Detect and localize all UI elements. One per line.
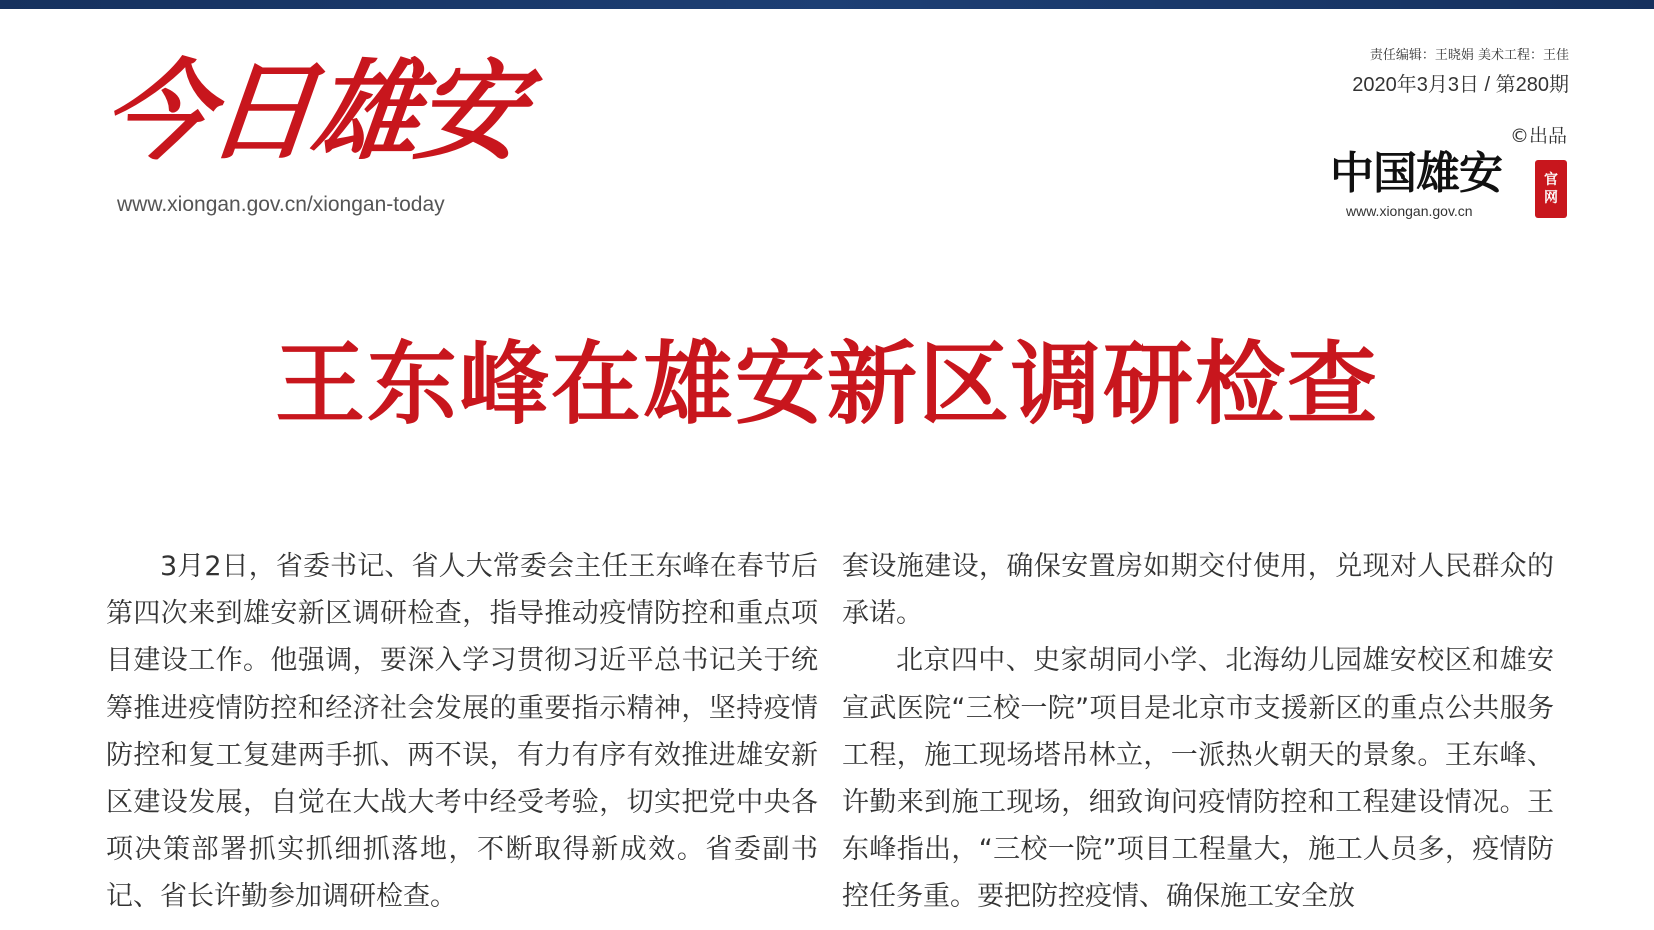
- article-paragraph: 套设施建设，确保安置房如期交付使用，兑现对人民群众的承诺。: [842, 551, 1554, 630]
- masthead-logo: 今日雄安: [97, 49, 527, 175]
- article-column-right: [842, 543, 1554, 921]
- masthead-url[interactable]: www.xiongan.gov.cn/xiongan-today: [117, 193, 445, 216]
- top-banner-bar: [0, 0, 1654, 9]
- article-paragraph: 3月2日，省委书记、省人大常委会主任王东峰在春节后第四次来到雄安新区调研检查，指导推动疫情防控和重点项目建设工作。他强调，要深入学习贯彻习近平总书记关于统筹推进疫情防控和经济社会发展的重要指示精神，坚持疫情防控和复工复建两手抓、两不误，有力有序有效推进雄安新区建设发展，自觉在大战大考中经受考验，切实把党中央各项决策部署抓实抓细抓落地，不断取得新成效。省委副书记、省长许勤参加调研检查。: [106, 551, 818, 913]
- brand-url[interactable]: www.xiongan.gov.cn: [1346, 203, 1473, 219]
- producer-credit: ©出品: [1509, 125, 1567, 147]
- editor-credits: 责任编辑：王晓娟 美术工程：王佳: [1369, 48, 1569, 63]
- seal-char-bottom: 网: [1544, 190, 1558, 206]
- brand-logo: 中国雄安: [1330, 148, 1502, 199]
- article-paragraph: 北京四中、史家胡同小学、北海幼儿园雄安校区和雄安宣武医院“三校一院”项目是北京市支援新区的重点公共服务工程，施工现场塔吊林立，一派热火朝天的景象。王东峰、许勤来到施工现场，细致询问疫情防控和工程建设情况。王东峰指出，“三校一院”项目工程量大，施工人员多，疫情防控任务重。要把防控疫情、确保施工安全放: [842, 645, 1554, 913]
- article-column-left: [106, 543, 818, 921]
- issue-date: 2020年3月3日 / 第280期: [1352, 74, 1569, 96]
- article-headline: 王东峰在雄安新区调研检查: [275, 331, 1379, 437]
- official-seal-icon: [1535, 160, 1567, 218]
- seal-char-top: 官: [1544, 172, 1558, 188]
